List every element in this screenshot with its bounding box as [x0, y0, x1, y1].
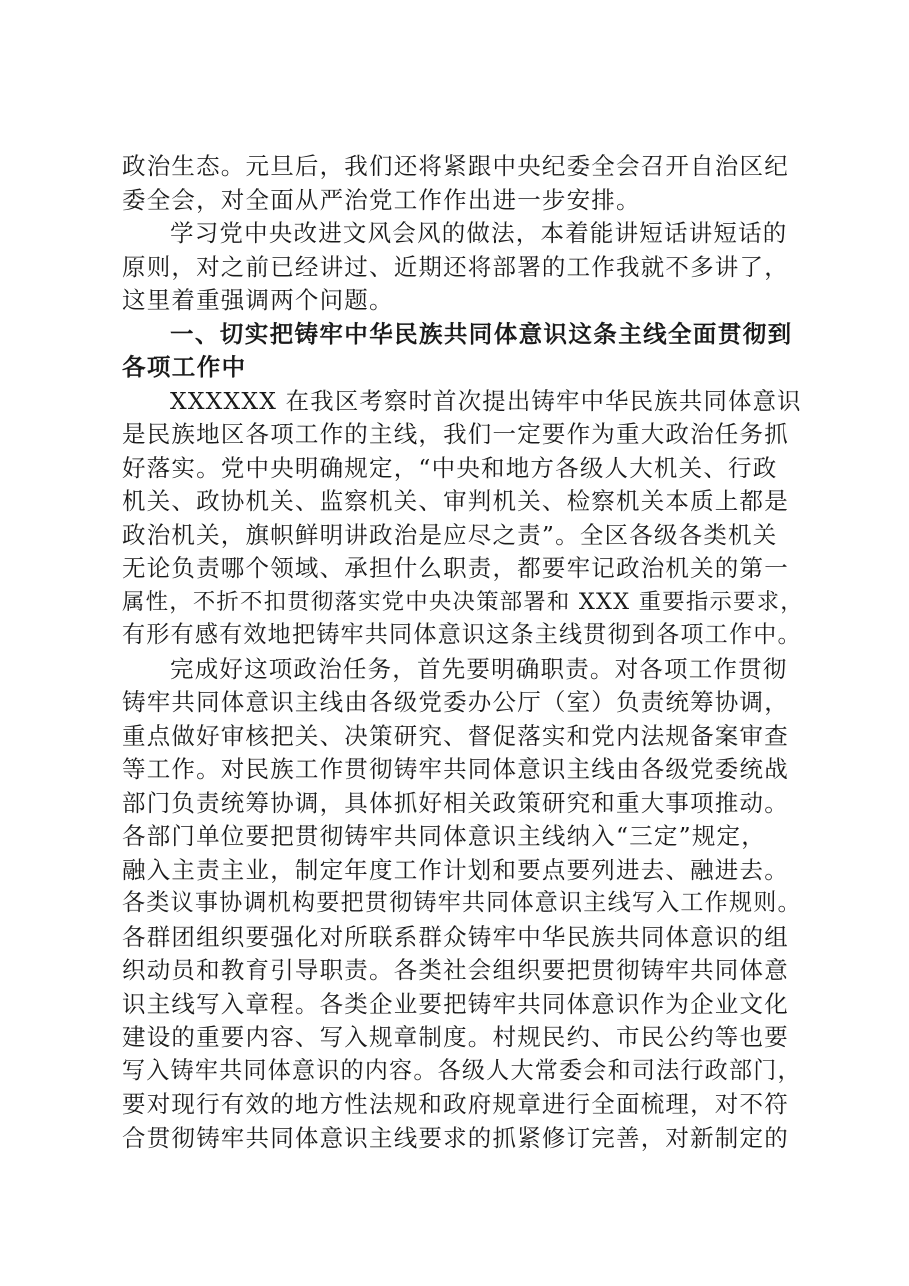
paragraph-line: 是民族地区各项工作的主线，我们一定要作为重大政治任务抓 [122, 420, 789, 448]
section-heading-line: 一、切实把铸牢中华民族共同体意识这条主线全面贯彻到 [170, 319, 793, 348]
paragraph-line: 建设的重要内容、写入规章制度。村规民约、市民公约等也要 [122, 1023, 789, 1051]
paragraph-line: 重点做好审核把关、决策研究、督促落实和党内法规备案审查 [122, 721, 789, 750]
section-heading-line: 各项工作中 [122, 353, 247, 381]
paragraph-line: 铸牢共同体意识主线由各级党委办公厅（室）负责统筹协调， [122, 688, 789, 716]
paragraph-line: 委全会，对全面从严治党工作作出进一步安排。 [122, 185, 641, 214]
paragraph-line: 合贯彻铸牢共同体意识主线要求的抓紧修订完善，对新制定的 [122, 1123, 789, 1152]
paragraph-line: 好落实。党中央明确规定，“中央和地方各级人大机关、行政 [122, 453, 778, 482]
paragraph-line: 政治机关，旗帜鲜明讲政治是应尽之责”。全区各级各类机关 [122, 520, 778, 549]
paragraph-line: 这里着重强调两个问题。 [122, 286, 394, 314]
paragraph-line: 学习党中央改进文风会风的做法，本着能讲短话讲短话的 [170, 219, 788, 247]
paragraph-line: 完成好这项政治任务，首先要明确职责。对各项工作贯彻 [170, 654, 788, 683]
document-page [122, 150, 802, 1155]
paragraph-line: 写入铸牢共同体意识的内容。各级人大常委会和司法行政部门， [122, 1057, 802, 1084]
paragraph-line: 有形有感有效地把铸牢共同体意识这条主线贯彻到各项工作中。 [122, 622, 802, 648]
paragraph-line: 政治生态。元旦后，我们还将紧跟中央纪委全会召开自治区纪 [122, 152, 789, 180]
paragraph-line: 各部门单位要把贯彻铸牢共同体意识主线纳入“三定”规定， [122, 822, 766, 850]
paragraph-line: 无论负责哪个领域、承担什么职责，都要牢记政治机关的第一 [122, 554, 789, 582]
paragraph-line: 要对现行有效的地方性法规和政府规章进行全面梳理，对不符 [122, 1090, 789, 1118]
paragraph-line: 原则，对之前已经讲过、近期还将部署的工作我就不多讲了， [122, 252, 789, 281]
paragraph-line: 机关、政协机关、监察机关、审判机关、检察机关本质上都是 [122, 487, 789, 515]
paragraph-line: 识主线写入章程。各类企业要把铸牢共同体意识作为企业文化 [122, 989, 789, 1018]
paragraph-line: 织动员和教育引导职责。各类社会组织要把贯彻铸牢共同体意 [122, 956, 789, 984]
paragraph-line: 部门负责统筹协调，具体抓好相关政策研究和重大事项推动。 [122, 788, 789, 817]
paragraph-line: 属性，不折不扣贯彻落实党中央决策部署和 XXX 重要指示要求， [122, 588, 804, 615]
paragraph-line: 等工作。对民族工作贯彻铸牢共同体意识主线由各级党委统战 [122, 755, 789, 783]
paragraph-line: 各群团组织要强化对所联系群众铸牢中华民族共同体意识的组 [122, 922, 789, 951]
paragraph-line: XXXXXX 在我区考察时首次提出铸牢中华民族共同体意识 [170, 386, 802, 415]
paragraph-line: 各类议事协调机构要把贯彻铸牢共同体意识主线写入工作规则。 [122, 890, 802, 916]
paragraph-line: 融入主责主业，制定年度工作计划和要点要列进去、融进去。 [122, 855, 789, 884]
